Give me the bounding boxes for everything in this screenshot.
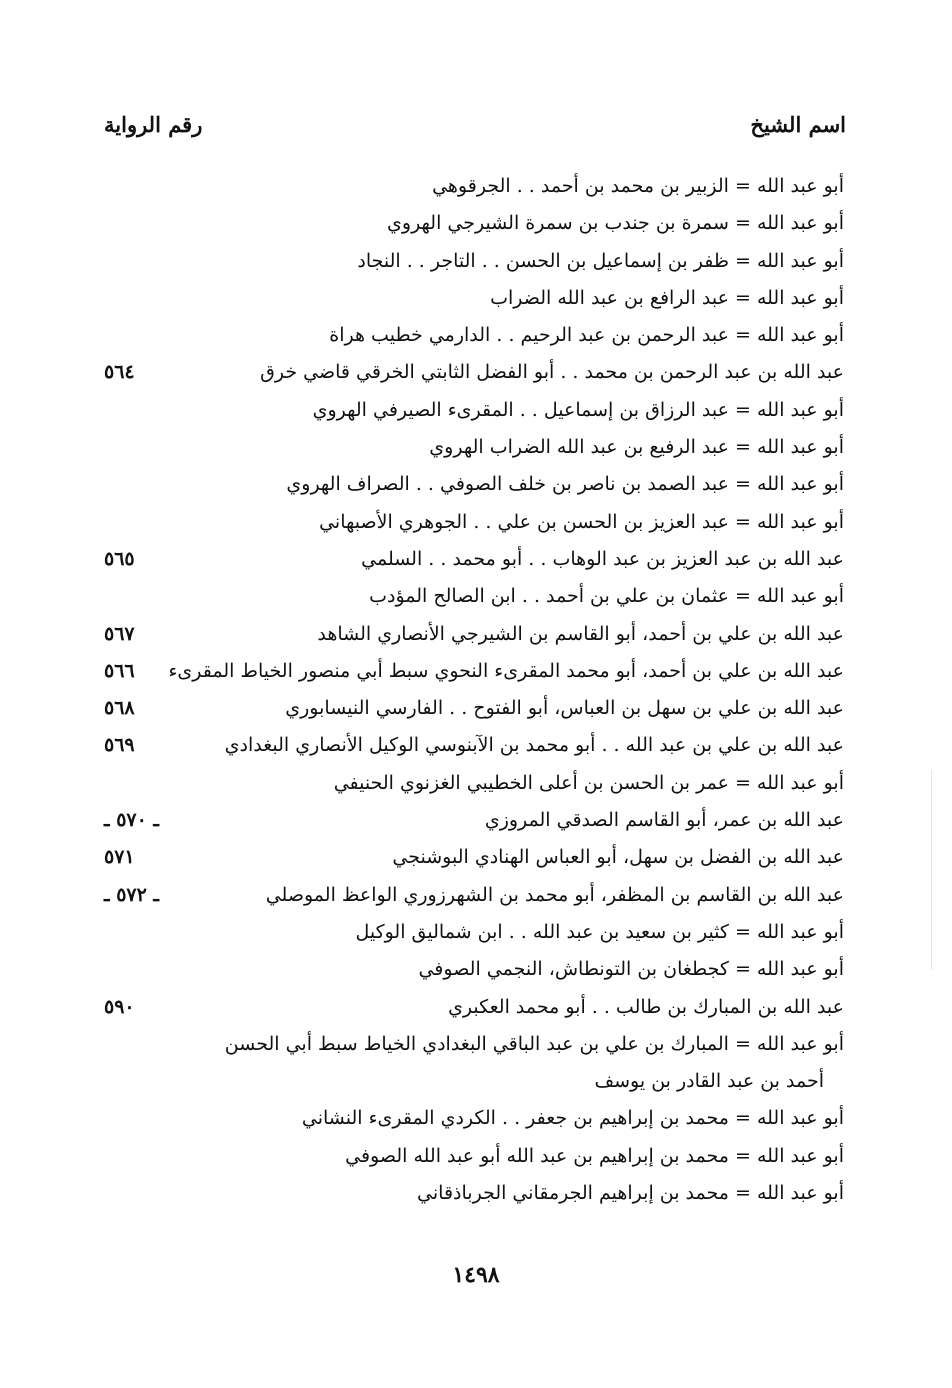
sheikh-name: أبو عبد الله = الزبير بن محمد بن أحمد . . الجرقوهي [432,175,844,197]
sheikh-name: عبد الله بن المبارك بن طالب . . أبو محمد العكبري [448,995,844,1018]
sheikh-name: أبو عبد الله = سمرة بن جندب بن سمرة الشيرجي الهروي [387,212,844,235]
list-item [0,727,952,764]
sheikh-name: أبو عبد الله = محمد بن إبراهيم بن جعفر . . الكردي المقرىء النشاني [301,1107,844,1130]
list-item [0,989,952,1026]
sheikh-name: أبو عبد الله = ظفر بن إسماعيل بن الحسن . . التاجر . . النجاد [357,249,844,272]
sheikh-name: أبو عبد الله = عبد الرفيع بن عبد الله الضراب الهروي [429,436,844,459]
sheikh-name: عبد الله بن القاسم بن المظفر، أبو محمد بن الشهرزوري الواعظ الموصلي [265,883,844,906]
list-item [0,690,952,727]
list-item [0,168,952,205]
sheikh-name: عبد الله بن الفضل بن سهل، أبو العباس الهنادي البوشنجي [392,846,844,869]
sheikh-name-header: اسم الشيخ [750,112,846,137]
sheikh-name: عبد الله بن علي بن سهل بن العباس، أبو الفتوح . . الفارسي النيسابوري [285,697,844,720]
list-item [0,354,952,391]
sheikh-name: أبو عبد الله = المبارك بن علي بن عبد الباقي البغدادي الخياط سبط أبي الحسن [224,1032,844,1055]
sheikh-name: أبو عبد الله = عثمان بن علي بن أحمد . . ابن الصالح المؤدب [369,585,844,608]
narration-number: ٥٦٤ [104,361,135,384]
sheikh-name: أبو عبد الله = عمر بن الحسن بن أعلى الخطيبي الغزنوي الحنيفي [333,771,844,794]
list-item [0,243,952,280]
sheikh-name: عبد الله بن علي بن عبد الله . . أبو محمد بن الآبنوسي الوكيل الأنصاري البغدادي [224,734,844,757]
list-item [0,429,952,466]
narration-number: ٥٧١ [104,846,135,869]
sheikh-name: أبو عبد الله = كثير بن سعيد بن عبد الله . . ابن شماليق الوكيل [355,920,844,943]
list-item [0,653,952,690]
narration-number: ـ ٥٧٢ ـ [104,883,159,906]
list-item [0,392,952,429]
sheikh-name: أبو عبد الله = عبد الرحمن بن عبد الرحيم . . الدارمي خطيب هراة [329,324,844,347]
narration-number: ٥٦٧ [104,622,135,645]
list-item [0,877,952,914]
list-item [0,802,952,839]
narration-number-header: رقم الرواية [104,112,203,137]
list-item [0,1138,952,1175]
list-item [0,616,952,653]
sheikh-name: أبو عبد الله = عبد الرزاق بن إسماعيل . . المقرىء الصيرفي الهروي [312,398,844,421]
sheikh-name: عبد الله بن علي بن أحمد، أبو محمد المقرىء النحوي سبط أبي منصور الخياط المقرىء [168,659,844,682]
page-number: ١٤٩٨ [452,1262,500,1288]
list-item [0,951,952,988]
narration-number: ٥٦٩ [104,734,135,757]
list-item [0,466,952,503]
narration-number: ٥٩٠ [104,995,135,1018]
sheikh-name: أبو عبد الله = محمد بن إبراهيم الجرمقاني الجرباذقاني [417,1182,844,1205]
list-item [0,578,952,615]
list-item [0,1026,952,1063]
sheikh-name: أبو عبد الله = عبد الصمد بن ناصر بن خلف الصوفي . . الصراف الهروي [286,473,844,496]
list-item [0,504,952,541]
sheikh-list [0,168,952,1212]
sheikh-name: أحمد بن عبد القادر بن يوسف [594,1070,824,1093]
narration-number: ٥٦٦ [104,659,135,682]
list-item [0,541,952,578]
list-item [0,914,952,951]
sheikh-name: أبو عبد الله = عبد العزيز بن الحسن بن علي . . الجوهري الأصبهاني [319,510,844,533]
list-item [0,205,952,242]
sheikh-name: عبد الله بن عبد الرحمن بن محمد . . أبو الفضل الثابتي الخرقي قاضي خرق [260,361,844,384]
page-edge-mark [931,770,932,970]
list-item [0,1100,952,1137]
sheikh-name: أبو عبد الله = محمد بن إبراهيم بن عبد الله أبو عبد الله الصوفي [345,1144,844,1167]
list-item-continuation [0,1063,952,1100]
narration-number: ـ ٥٧٠ ـ [104,809,159,832]
sheikh-name: عبد الله بن علي بن أحمد، أبو القاسم بن الشيرجي الأنصاري الشاهد [317,622,844,645]
list-item [0,317,952,354]
narration-number: ٥٦٥ [104,547,135,570]
list-item [0,839,952,876]
sheikh-name: عبد الله بن عمر، أبو القاسم الصدقي المروزي [484,809,844,832]
column-headers [104,112,846,148]
list-item [0,1175,952,1212]
sheikh-name: عبد الله بن عبد العزيز بن عبد الوهاب . . أبو محمد . . السلمي [361,547,844,570]
sheikh-name: أبو عبد الله = كجطغان بن التونطاش، النجمي الصوفي [418,958,844,981]
sheikh-name: أبو عبد الله = عبد الرافع بن عبد الله الضراب [490,286,844,309]
list-item [0,765,952,802]
list-item [0,280,952,317]
narration-number: ٥٦٨ [104,697,135,720]
